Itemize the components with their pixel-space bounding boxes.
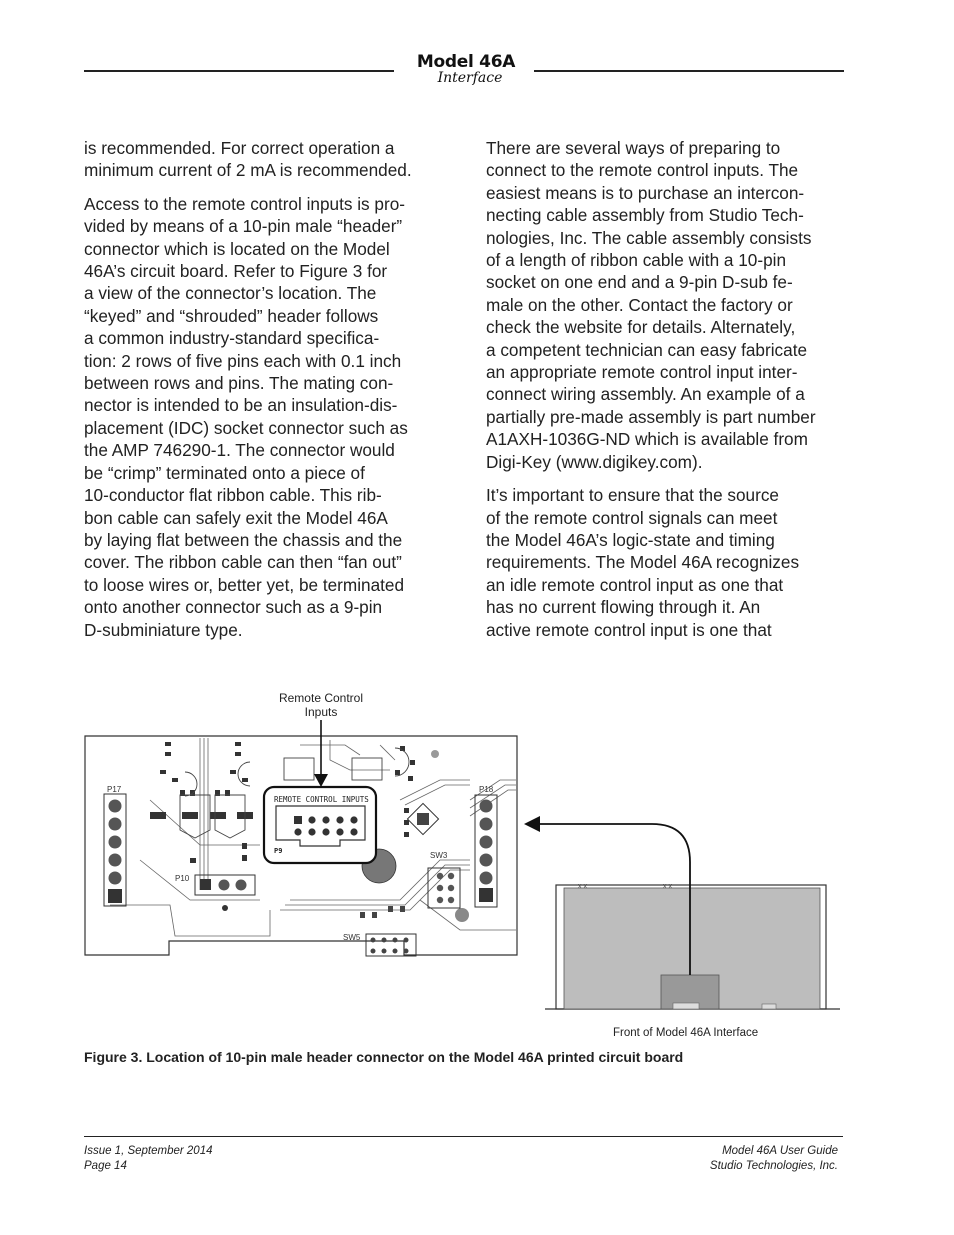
paragraph: is recommended. For correct operation a minimum current of 2 mA is recommended. [84, 138, 412, 181]
footer-right [710, 1144, 838, 1174]
paragraph: It’s important to ensure that the source of the remote control signals can meet the Model 46A’s logic-state and timing requirements. The Model 46A recognizes an idle remote control input as one that has no current flowing through it. An active remote control input is one that [486, 485, 800, 640]
footer-page: Page 14 [84, 1160, 127, 1172]
brand-sub: Interface [437, 70, 503, 86]
label-sw5: SW5 [343, 933, 361, 942]
brand-model: Model 46A [416, 52, 516, 72]
ic-chip [407, 803, 438, 834]
label-sw3: SW3 [430, 851, 448, 860]
p17-header [104, 794, 126, 906]
figure-caption: Figure 3. Location of 10-pin male header connector on the Model 46A printed circuit board [84, 1049, 684, 1065]
label-p18: P18 [479, 785, 494, 794]
sw3-switch [428, 868, 460, 908]
label-p9: P9 [274, 847, 283, 855]
label-p10: P10 [175, 874, 190, 883]
connector-label: REMOTE CONTROL INPUTS [274, 795, 369, 804]
front-panel-view [545, 883, 840, 1009]
footer-rule [84, 1136, 843, 1137]
sw5-switch [360, 906, 416, 956]
p18-header [475, 795, 497, 907]
paragraph: There are several ways of preparing to connect to the remote control inputs. The easiest means is to purchase an intercon- necting cable assembly from Studio Tech- nologies, Inc. The cable assembly consists of a length of ribbon cable with a 10-pin socket on one end and a 9-pin D-sub fe- male on the other. Contact the factory or check the website for details. Alternately, a competent technician can easy fabricate an appropriate remote control input inter- connect wiring assembly. An example of a partially pre-made assembly is part number A1AXH-1036G-ND which is available from Digi-Key (www.digikey.com). [486, 138, 816, 472]
footer-left [84, 1144, 213, 1174]
footer-guide: Model 46A User Guide [722, 1145, 838, 1157]
footer-company: Studio Technologies, Inc. [709, 1160, 838, 1172]
footer-issue: Issue 1, September 2014 [84, 1145, 213, 1157]
front-panel-label: Front of Model 46A Interface [613, 1027, 759, 1039]
location-arrowhead [524, 816, 540, 832]
svg-text:x x: x x [578, 883, 587, 890]
paragraph: Access to the remote control inputs is pro- vided by means of a 10-pin male “header” connector which is located on the Model 46A’s circuit board. Refer to Figure 3 for a view of the connector’s location. The “keyed” and “shrouded” header follows a common industry-standard specifica- tion: 2 rows of five pins each with 0.1 inch between rows and pins. The mating con- nector is intended to be an insulation-dis- placement (IDC) socket connector such as the AMP 746290-1. The connector would be “crimp” terminated onto a piece of 10-conductor flat ribbon cable. This rib- bon cable can safely exit the Model 46A by laying flat between the chassis and the cover. The ribbon cable can then “fan out” to loose wires or, better yet, be terminated onto another connector such as a 9-pin D-subminiature type. [84, 193, 408, 640]
callout-arrowhead [314, 774, 328, 787]
svg-text:x x: x x [663, 883, 672, 890]
label-p17: P17 [107, 785, 122, 794]
callout-label: Remote Control Inputs [278, 691, 364, 719]
